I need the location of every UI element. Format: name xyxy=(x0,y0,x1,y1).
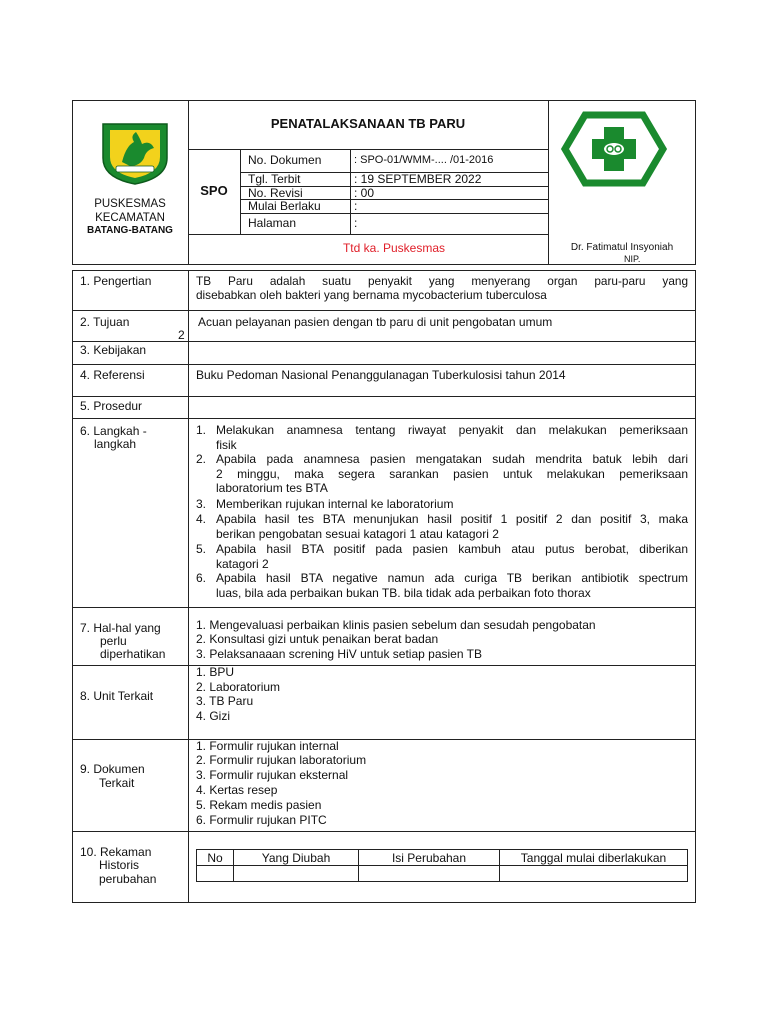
org-line2: KECAMATAN xyxy=(95,212,165,224)
puskesmas-shield-logo xyxy=(100,120,170,186)
field-value-tgl-terbit: : 19 SEPTEMBER 2022 xyxy=(354,172,482,186)
kebijakan-label: 3. Kebijakan xyxy=(80,343,147,357)
tujuan-label: 2. Tujuan xyxy=(80,315,130,329)
rekaman-label-1: 10. Rekaman xyxy=(80,845,152,859)
history-col-no: No xyxy=(197,850,234,866)
spo-label: SPO xyxy=(200,183,228,198)
field-label-mulai-berlaku: Mulai Berlaku xyxy=(248,199,321,213)
org-line3: BATANG-BATANG xyxy=(87,225,173,236)
pengertian-text-line1: TB Paru adalah suatu penyakit yang menyerang organ paru-paru yang xyxy=(196,274,688,288)
field-value-no-dokumen: : SPO-01/WMM-.... /01-2016 xyxy=(354,154,494,166)
history-table xyxy=(196,849,688,882)
tujuan-page-marker: 2 xyxy=(178,328,185,342)
unit-item: 3. TB Paru xyxy=(196,694,254,708)
dokumen-item: 2. Formulir rujukan laboratorium xyxy=(196,753,367,767)
history-col-yang-diubah: Yang Diubah xyxy=(234,850,359,866)
hal-item: 2. Konsultasi gizi untuk penaikan berat badan xyxy=(196,632,439,646)
langkah-label-2: langkah xyxy=(94,437,137,451)
signer-name: Dr. Fatimatul Insyoniah xyxy=(570,242,674,253)
referensi-text: Buku Pedoman Nasional Penanggulanagan Tuberkulosisi tahun 2014 xyxy=(196,368,566,382)
hal-label-1: 7. Hal-hal yang xyxy=(80,621,161,635)
unit-item: 4. Gizi xyxy=(196,709,231,723)
prosedur-label: 5. Prosedur xyxy=(80,399,143,413)
field-value-mulai-berlaku: : xyxy=(354,199,358,213)
document-title: PENATALAKSANAAN TB PARU xyxy=(270,116,466,131)
dokumen-item: 5. Rekam medis pasien xyxy=(196,798,322,812)
hal-label-2: perlu xyxy=(100,634,127,648)
unit-label: 8. Unit Terkait xyxy=(80,689,154,703)
org-line1: PUSKESMAS xyxy=(94,198,166,210)
dokumen-item: 1. Formulir rujukan internal xyxy=(196,739,339,753)
history-header-row xyxy=(197,850,688,866)
history-col-tanggal: Tanggal mulai diberlakukan xyxy=(500,850,688,866)
dokumen-item: 4. Kertas resep xyxy=(196,783,278,797)
field-value-halaman: : xyxy=(354,216,358,230)
history-col-isi-perubahan: Isi Perubahan xyxy=(359,850,500,866)
pengertian-text-line2: disebabkan oleh bakteri yang bernama mycobacterium tuberculosa xyxy=(196,288,547,302)
hal-item: 3. Pelaksanaaan screning HiV untuk setiap pasien TB xyxy=(196,647,482,661)
dokumen-label-1: 9. Dokumen xyxy=(80,762,145,776)
dokumen-label-2: Terkait xyxy=(99,776,135,790)
field-label-no-revisi: No. Revisi xyxy=(248,186,303,200)
history-empty-row xyxy=(197,866,688,882)
rekaman-label-2: Historis xyxy=(99,858,140,872)
hal-label-3: diperhatikan xyxy=(100,647,166,661)
puskesmas-cross-logo xyxy=(557,107,671,191)
referensi-label: 4. Referensi xyxy=(80,368,145,382)
hal-item: 1. Mengevaluasi perbaikan klinis pasien sebelum dan sesudah pengobatan xyxy=(196,618,596,632)
ttd-label: Ttd ka. Puskesmas xyxy=(342,241,446,255)
field-label-tgl-terbit: Tgl. Terbit xyxy=(248,172,301,186)
unit-item: 1. BPU xyxy=(196,665,235,679)
field-value-no-revisi: : 00 xyxy=(354,186,375,200)
field-label-no-dokumen: No. Dokumen xyxy=(248,153,322,167)
unit-item: 2. Laboratorium xyxy=(196,680,281,694)
tujuan-text: Acuan pelayanan pasien dengan tb paru di unit pengobatan umum xyxy=(198,315,553,329)
rekaman-label-3: perubahan xyxy=(99,872,157,886)
dokumen-item: 6. Formulir rujukan PITC xyxy=(196,813,327,827)
pengertian-label: 1. Pengertian xyxy=(80,274,152,288)
signer-nip: NIP. xyxy=(624,254,641,264)
dokumen-item: 3. Formulir rujukan eksternal xyxy=(196,768,349,782)
field-label-halaman: Halaman xyxy=(248,216,297,230)
langkah-label-1: 6. Langkah - xyxy=(80,424,147,438)
